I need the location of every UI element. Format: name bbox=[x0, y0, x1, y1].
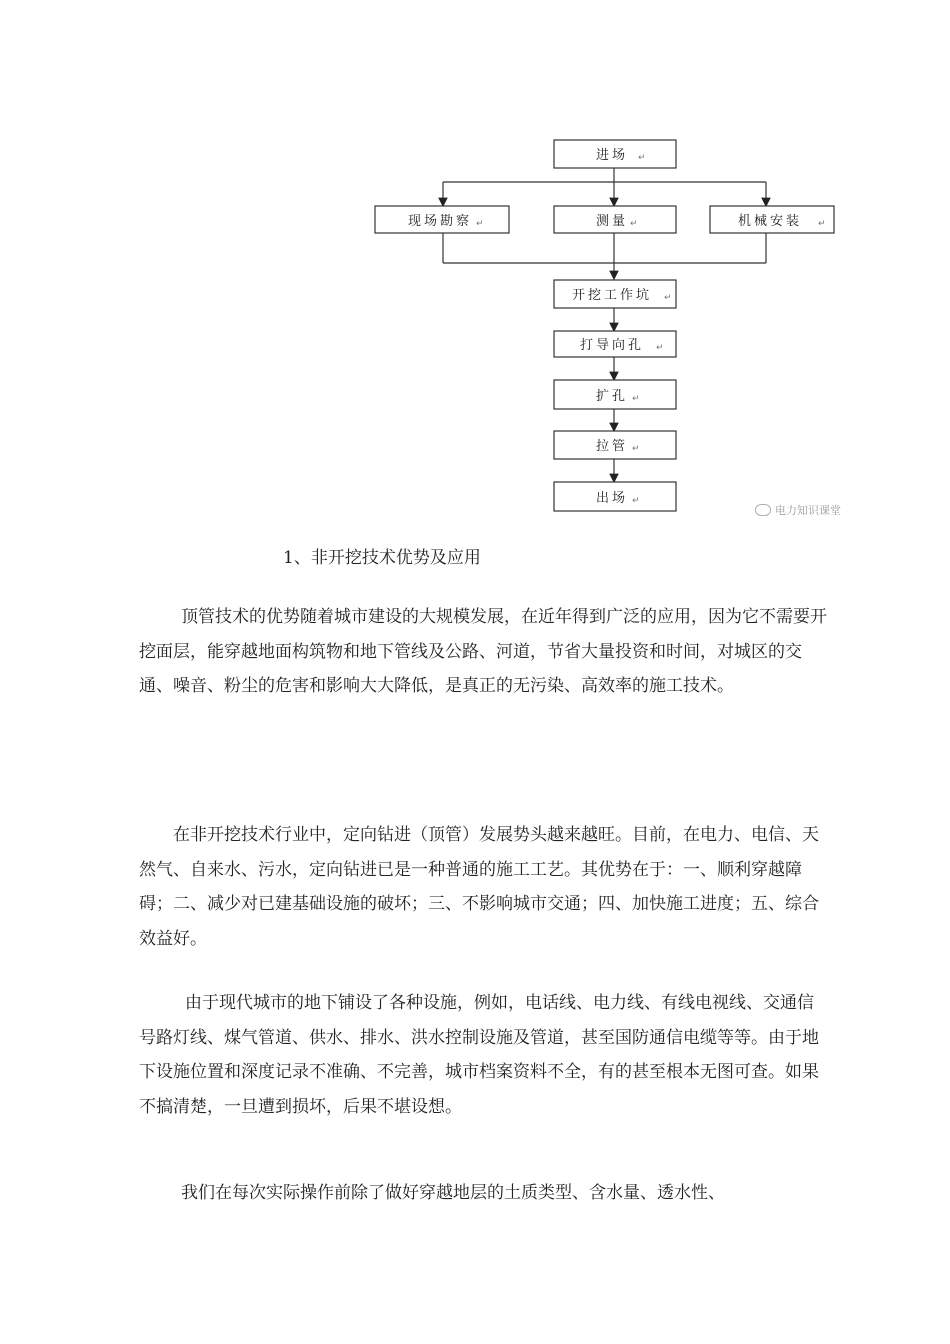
return-mark: ↵ bbox=[632, 496, 640, 506]
return-mark: ↵ bbox=[664, 293, 672, 303]
return-mark: ↵ bbox=[818, 219, 826, 229]
paragraph-4: 我们在每次实际操作前除了做好穿越地层的土质类型、含水量、透水性、 bbox=[181, 1183, 725, 1203]
paragraph-2: 在非开挖技术行业中，定向钻进（顶管）发展势头越来越旺。目前，在电力、电信、天然气、自来水、污水，定向钻进已是一种普通的施工工艺。其优势在于：一、顺利穿越障碍；二、减少对已建基础设施的破坏；三、不影响城市交通；四、加快施工进度；五、综合效益好。 bbox=[139, 825, 819, 949]
node-survey: 现场勘察 bbox=[407, 214, 473, 229]
wechat-icon bbox=[755, 504, 771, 516]
return-mark: ↵ bbox=[476, 219, 484, 229]
watermark bbox=[755, 502, 841, 518]
paragraph-1: 顶管技术的优势随着城市建设的大规模发展，在近年得到广泛的应用，因为它不需要开挖面层，能穿越地面构筑物和地下管线及公路、河道，节省大量投资和时间，对城区的交通、噪音、粉尘的危害和影响大大降低，是真正的无污染、高效率的施工技术。 bbox=[139, 607, 827, 696]
node-exit: 出场 bbox=[595, 491, 629, 506]
return-mark: ↵ bbox=[656, 343, 664, 353]
node-ream: 扩孔 bbox=[595, 389, 629, 404]
return-mark: ↵ bbox=[638, 153, 646, 163]
node-machine: 机械安装 bbox=[737, 214, 803, 229]
return-mark: ↵ bbox=[630, 219, 638, 229]
node-pull-pipe: 拉管 bbox=[595, 439, 629, 454]
section-heading: 1、非开挖技术优势及应用 bbox=[283, 548, 481, 568]
return-mark: ↵ bbox=[632, 444, 640, 454]
node-measure: 测量 bbox=[595, 214, 629, 229]
node-pilot-hole: 打导向孔 bbox=[579, 338, 645, 353]
paragraph-3: 由于现代城市的地下铺设了各种设施，例如，电话线、电力线、有线电视线、交通信号路灯线、煤气管道、供水、排水、洪水控制设施及管道，甚至国防通信电缆等等。由于地下设施位置和深度记录不准确、不完善，城市档案资料不全，有的甚至根本无图可查。如果不搞清楚，一旦遭到损坏，后果不堪设想。 bbox=[139, 993, 819, 1117]
node-enter: 进场 bbox=[595, 148, 629, 163]
return-mark: ↵ bbox=[632, 394, 640, 404]
construction-flowchart bbox=[0, 0, 950, 540]
watermark-text: 电力知识课堂 bbox=[775, 504, 841, 517]
node-dig-pit: 开挖工作坑 bbox=[571, 288, 653, 303]
